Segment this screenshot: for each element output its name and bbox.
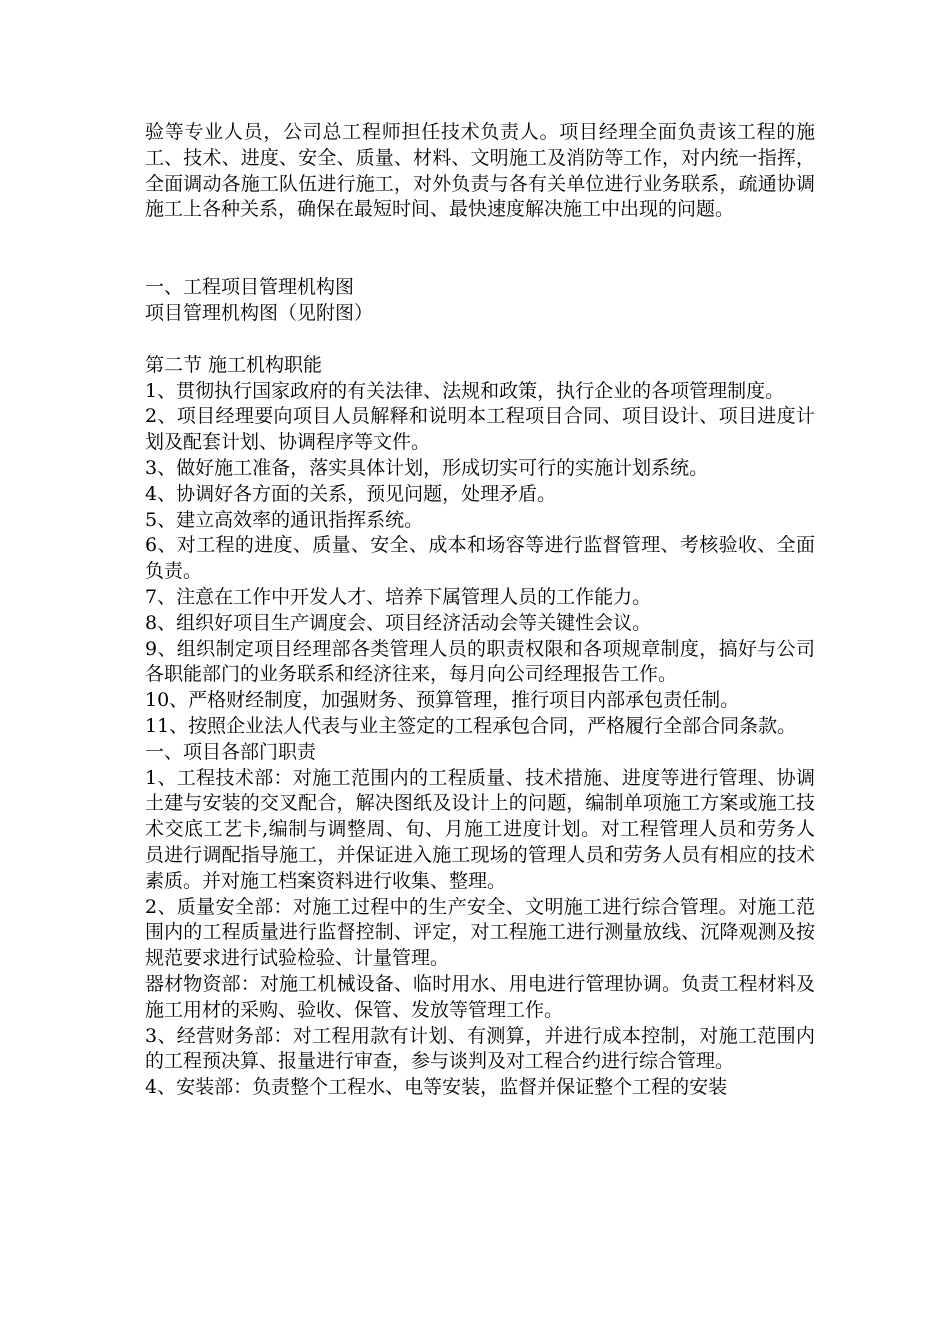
function-item: 1、贯彻执行国家政府的有关法律、法规和政策，执行企业的各项管理制度。: [145, 379, 785, 402]
org-chart-note: 项目管理机构图（见附图）: [145, 301, 374, 324]
document-body: [145, 120, 815, 1101]
intro-paragraph: 验等专业人员，公司总工程师担任技术负责人。项目经理全面负责该工程的施工、技术、进度、安全、质量、材料、文明施工及消防等工作，对内统一指挥，全面调动各施工队伍进行施工，对外负责与各有关单位进行业务联系，疏通协调施工上各种关系，确保在最短时间、最快速度解决施工中出现的问题。: [145, 121, 815, 221]
department-item: 3、经营财务部：对工程用款有计划、有测算，并进行成本控制，对施工范围内的工程预决算、报量进行审查，参与谈判及对工程合约进行综合管理。: [145, 1024, 815, 1073]
function-item: 9、组织制定项目经理部各类管理人员的职责权限和各项规章制度，搞好与公司各职能部门的业务联系和经济往来，每月向公司经理报告工作。: [145, 637, 815, 686]
spacer: [145, 223, 815, 275]
section-heading-functions: 第二节 施工机构职能: [145, 353, 323, 376]
section-heading-org-chart: 一、工程项目管理机构图: [145, 276, 355, 299]
department-item: 4、安装部：负责整个工程水、电等安装，监督并保证整个工程的安装: [145, 1076, 728, 1099]
function-item: 4、协调好各方面的关系，预见问题，处理矛盾。: [145, 482, 557, 505]
function-item: 7、注意在工作中开发人才、培养下属管理人员的工作能力。: [145, 585, 652, 608]
section-heading-departments: 一、项目各部门职责: [145, 740, 317, 763]
function-item: 11、按照企业法人代表与业主签定的工程承包合同，严格履行全部合同条款。: [145, 714, 797, 737]
function-item: 2、项目经理要向项目人员解释和说明本工程项目合同、项目设计、项目进度计划及配套计划、协调程序等文件。: [145, 405, 815, 454]
function-item: 6、对工程的进度、质量、安全、成本和场容等进行监督管理、考核验收、全面负责。: [145, 534, 815, 583]
function-item: 5、建立高效率的通讯指挥系统。: [145, 508, 424, 531]
department-item: 2、质量安全部：对施工过程中的生产安全、文明施工进行综合管理。对施工范围内的工程质量进行监督控制、评定，对工程施工进行测量放线、沉降观测及按规范要求进行试验检验、计量管理。: [145, 895, 815, 970]
function-item: 10、严格财经制度，加强财务、预算管理，推行项目内部承包责任制。: [145, 689, 740, 712]
function-item: 8、组织好项目生产调度会、项目经济活动会等关键性会议。: [145, 611, 652, 634]
spacer: [145, 327, 815, 353]
department-item: 1、工程技术部：对施工范围内的工程质量、技术措施、进度等进行管理、协调土建与安装的交叉配合，解决图纸及设计上的问题，编制单项施工方案或施工技术交底工艺卡,编制与调整周、旬、月施工进度计划。对工程管理人员和劳务人员进行调配指导施工，并保证进入施工现场的管理人员和劳务人员有相应的技术素质。并对施工档案资料进行收集、整理。: [145, 766, 815, 892]
function-item: 3、做好施工准备，落实具体计划，形成切实可行的实施计划系统。: [145, 456, 709, 479]
department-item: 器材物资部：对施工机械设备、临时用水、用电进行管理协调。负责工程材料及施工用材的采购、验收、保管、发放等管理工作。: [145, 972, 815, 1021]
